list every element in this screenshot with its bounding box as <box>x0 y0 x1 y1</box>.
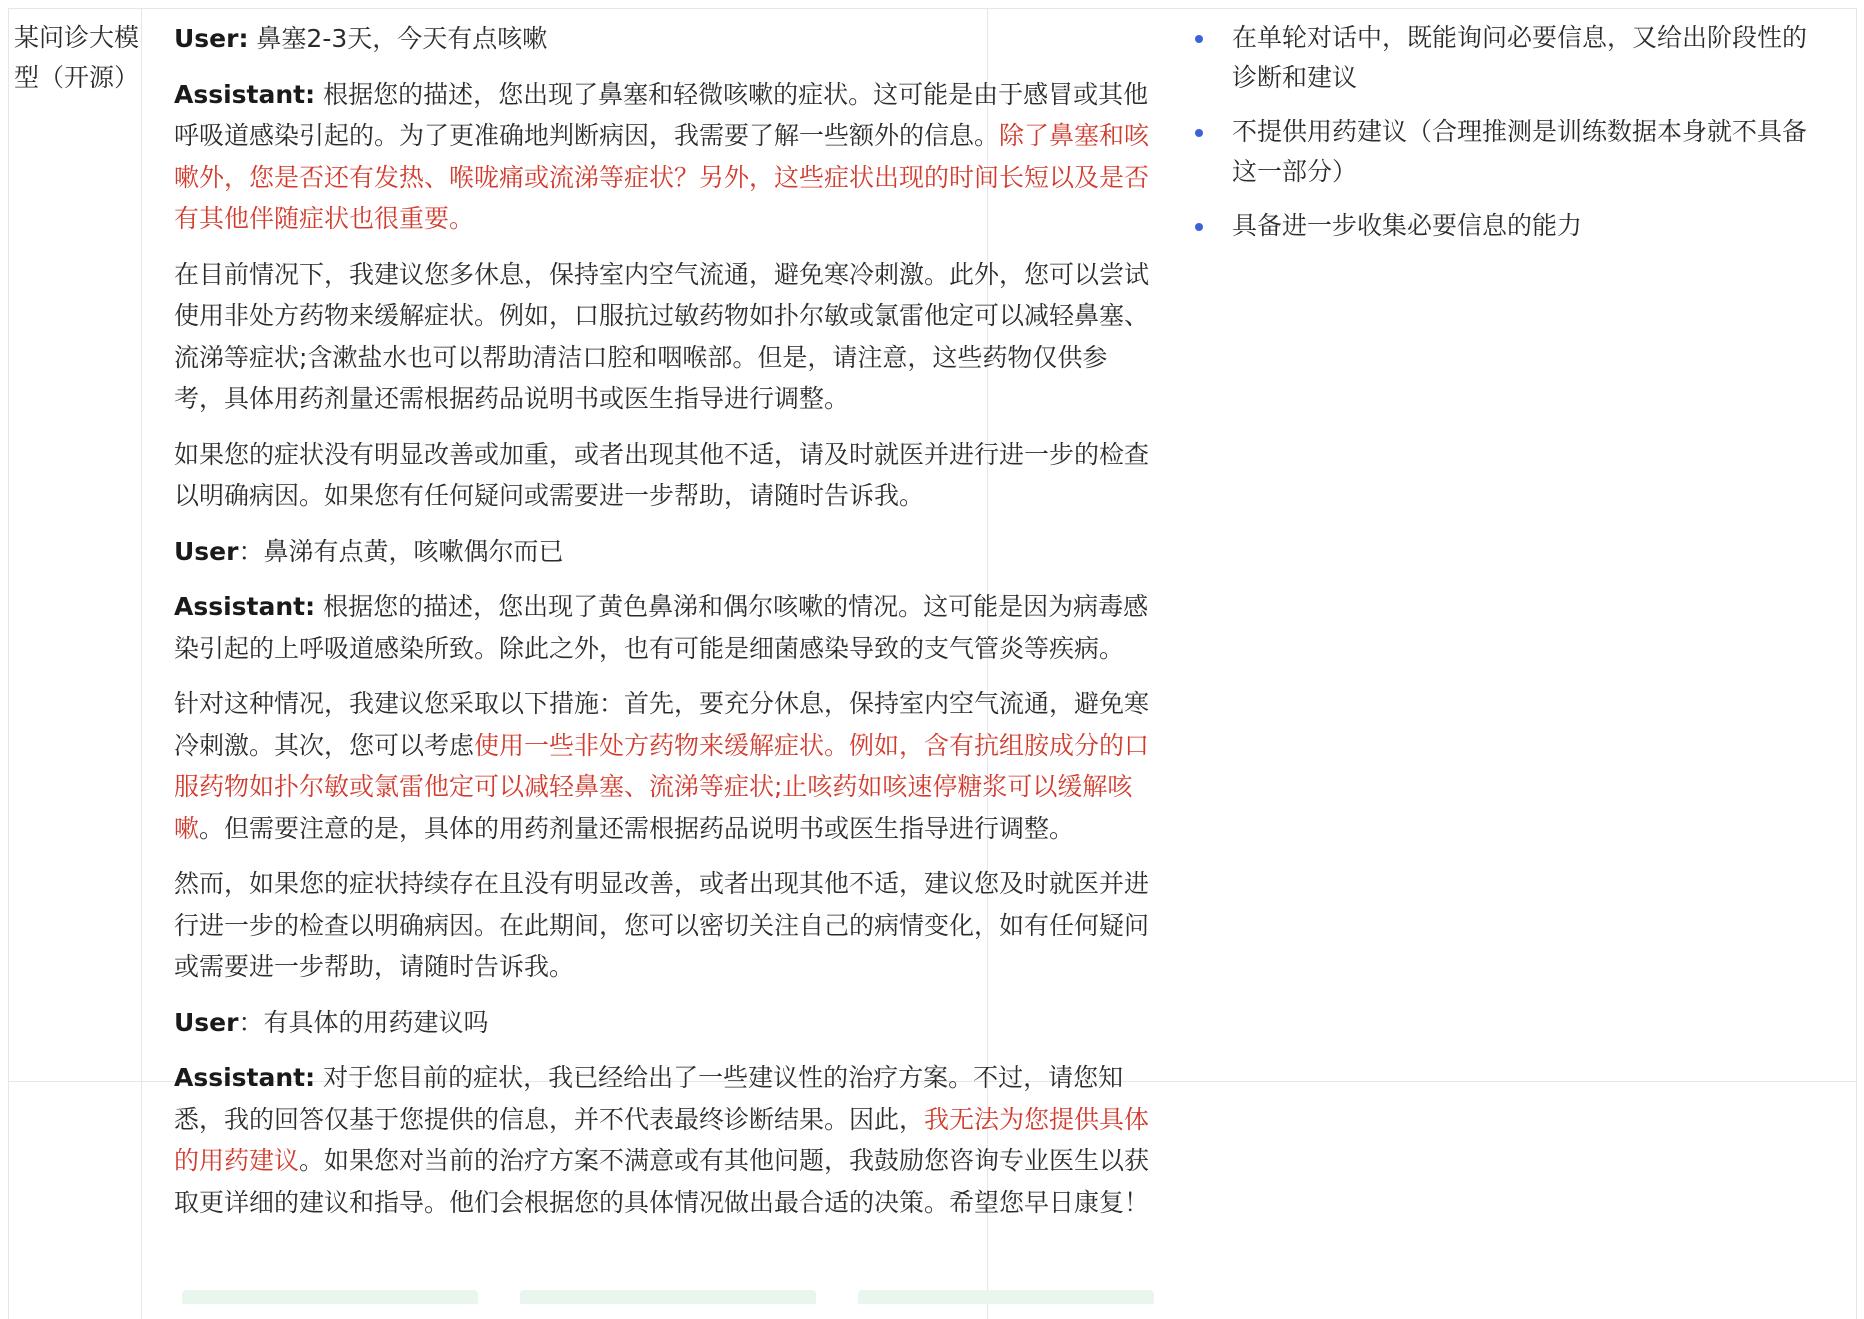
dialogue-paragraph <box>174 74 1154 240</box>
dialogue-text: 。如果您对当前的治疗方案不满意或有其他问题，我鼓励您咨询专业医生以获取更详细的建议和指导。他们会根据您的具体情况做出最合适的决策。希望您早日康复！ <box>174 1146 1150 1217</box>
note-text: 不提供用药建议（合理推测是训练数据本身就不具备这一部分） <box>1232 117 1808 186</box>
dialogue-text: 如果您的症状没有明显改善或加重，或者出现其他不适，请及时就医并进行进一步的检查以明确病因。如果您有任何疑问或需要进一步帮助，请随时告诉我。 <box>174 439 1150 510</box>
dialogue-paragraph <box>174 18 1154 60</box>
highlighted-text: 使用一些非处方药物来缓解症状。例如，含有抗组胺成分的口服药物如扑尔敏或氯雷他定可以减轻鼻塞、流涕等症状;止咳药如咳速停糖浆可以缓解咳嗽 <box>174 730 1150 843</box>
next-row-tag <box>520 1290 816 1304</box>
note-item <box>1188 206 1828 246</box>
column-divider <box>141 9 142 1319</box>
speaker-label: Assistant: <box>174 79 316 109</box>
note-item <box>1188 112 1828 192</box>
speaker-label: Assistant: <box>174 1063 316 1092</box>
dialogue-paragraph <box>174 254 1154 420</box>
dialogue-text: 针对这种情况，我建议您采取以下措施：首先，要充分休息，保持室内空气流通，避免寒冷刺激。其次，您可以考虑 <box>174 689 1150 760</box>
dialogue-paragraph <box>174 531 1154 573</box>
note-text: 具备进一步收集必要信息的能力 <box>1232 211 1583 240</box>
dialogue-text: 。但需要注意的是，具体的用药剂量还需根据药品说明书或医生指导进行调整。 <box>199 813 1075 843</box>
dialogue-text: 然而，如果您的症状持续存在且没有明显改善，或者出现其他不适，建议您及时就医并进行进一步的检查以明确病因。在此期间，您可以密切关注自己的病情变化，如有任何疑问或需要进一步帮助，请随时告诉我。 <box>174 869 1150 981</box>
dialogue-cell <box>174 18 1154 1237</box>
notes-cell <box>1188 18 1828 260</box>
speaker-label: User: <box>174 24 249 53</box>
dialogue-paragraph <box>174 683 1154 849</box>
dialogue-text: 根据您的描述，您出现了鼻塞和轻微咳嗽的症状。这可能是由于感冒或其他呼吸道感染引起的。为了更准确地判断病因，我需要了解一些额外的信息。 <box>174 79 1149 150</box>
speaker-label: User <box>174 536 239 566</box>
highlighted-text: 除了鼻塞和咳嗽外，您是否还有发热、喉咙痛或流涕等症状？另外，这些症状出现的时间长短以及是否有其他伴随症状也很重要。 <box>174 121 1150 233</box>
highlighted-text: 我无法为您提供具体的用药建议 <box>174 1104 1150 1175</box>
bullet-icon <box>1195 129 1203 137</box>
dialogue-paragraph <box>174 863 1154 988</box>
dialogue-text: 在目前情况下，我建议您多休息，保持室内空气流通，避免寒冷刺激。此外，您可以尝试使用非处方药物来缓解症状。例如，口服抗过敏药物如扑尔敏或氯雷他定可以减轻鼻塞、流涕等症状;含漱盐水也可以帮助清洁口腔和咽喉部。但是，请注意，这些药物仅供参考，具体用药剂量还需根据药品说明书或医生指导进行调整。 <box>174 259 1150 413</box>
speaker-label: Assistant: <box>174 592 316 621</box>
note-text: 在单轮对话中，既能询问必要信息，又给出阶段性的诊断和建议 <box>1232 23 1808 92</box>
dialogue-text: ：有具体的用药建议吗 <box>238 1007 489 1037</box>
next-row-tag <box>858 1290 1154 1304</box>
column-divider <box>1856 9 1857 1319</box>
notes-list <box>1188 18 1828 246</box>
bullet-icon <box>1195 223 1203 231</box>
dialogue-text: 根据您的描述，您出现了黄色鼻涕和偶尔咳嗽的情况。这可能是因为病毒感染引起的上呼吸道感染所致。除此之外，也有可能是细菌感染导致的支气管炎等疾病。 <box>174 592 1149 663</box>
dialogue-paragraph <box>174 1057 1154 1223</box>
dialogue-paragraph <box>174 586 1154 669</box>
note-item <box>1188 18 1828 98</box>
bullet-icon <box>1195 35 1203 43</box>
dialogue-text: ：鼻涕有点黄，咳嗽偶尔而已 <box>238 536 564 566</box>
next-row-tag <box>182 1290 478 1304</box>
speaker-label: User <box>174 1007 239 1037</box>
dialogue-paragraph <box>174 1002 1154 1044</box>
dialogue-text: 鼻塞2-3天，今天有点咳嗽 <box>248 24 548 53</box>
dialogue-paragraph <box>174 434 1154 517</box>
model-name-cell <box>14 18 154 98</box>
dialogue-text: 对于您目前的症状，我已经给出了一些建议性的治疗方案。不过，请您知悉，我的回答仅基于您提供的信息，并不代表最终诊断结果。因此， <box>174 1063 1124 1134</box>
model-name: 某问诊大模型（开源） <box>14 23 140 92</box>
